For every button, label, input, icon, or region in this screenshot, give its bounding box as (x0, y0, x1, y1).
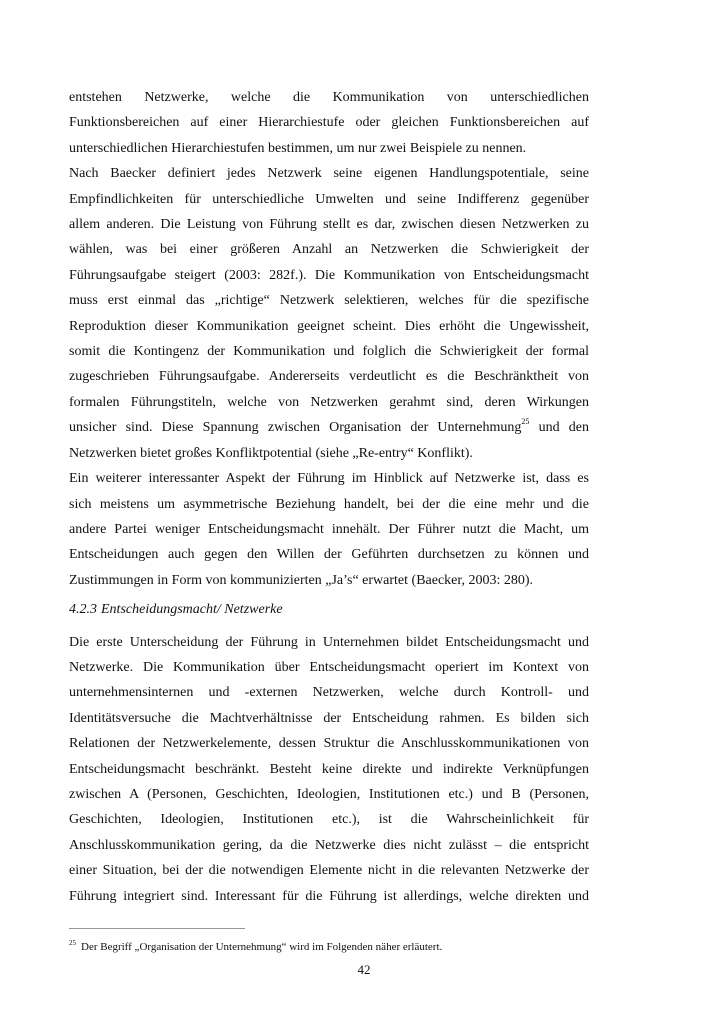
text-line: zugeschrieben Führungsaufgabe. Andererseits verdeutlicht es die Beschränktheit von (69, 369, 589, 385)
body-text (69, 85, 589, 909)
section-number: 4.2.3 (69, 602, 97, 618)
text-line: formalen Führungstiteln, welche von Netzwerken gerahmt sind, deren Wirkungen (69, 394, 589, 410)
text-line: Nach Baecker definiert jedes Netzwerk seine eigenen Handlungspotentiale, seine (69, 166, 589, 182)
text-segment: unsicher sind. Diese Spannung zwischen Organisation der Unternehmung (69, 420, 522, 436)
text-line: Anschlusskommunikation gering, da die Netzwerke dies nicht zulässt – die entspricht (69, 837, 589, 853)
text-line: andere Partei weniger Entscheidungsmacht innehält. Der Führer nutzt die Macht, um (69, 521, 589, 537)
text-line: unterschiedlichen Hierarchiestufen bestimmen, um nur zwei Beispiele zu nennen. (69, 140, 527, 156)
text-line: allem anderen. Die Leistung von Führung stellt es dar, zwischen diesen Netzwerken zu (69, 217, 589, 233)
text-line: Führungsaufgabe steigert (2003: 282f.). Die Kommunikation von Entscheidungsmacht (69, 267, 589, 283)
text-line: Identitätsversuche die Machtverhältnisse der Entscheidung rahmen. Es bilden sich (69, 710, 589, 726)
text-line: Relationen der Netzwerkelemente, dessen Struktur die Anschlusskommunikationen von (69, 736, 589, 752)
paragraph-block-3 (69, 630, 589, 909)
page-number: 42 (357, 962, 371, 977)
footnote-number: 25 (69, 939, 76, 947)
text-line-with-footnote-mark (69, 415, 589, 440)
paragraph-block-2 (69, 466, 589, 593)
paragraph-block-1 (69, 85, 589, 466)
footnote-reference[interactable]: 25 (521, 417, 530, 427)
text-line: Entscheidungsmacht beschränkt. Besteht keine direkte und indirekte Verknüpfungen (69, 761, 589, 777)
text-line: Netzwerke. Die Kommunikation über Entscheidungsmacht operiert im Kontext von (69, 659, 589, 675)
text-line: Funktionsbereichen auf einer Hierarchiestufe oder gleichen Funktionsbereichen auf (69, 115, 589, 131)
footnote-divider (69, 928, 245, 929)
text-line: Empfindlichkeiten für unterschiedliche Umwelten und seine Indifferenz gegenüber (69, 191, 589, 207)
text-line: somit die Kontingenz der Kommunikation und folglich die Schwierigkeit der formal (69, 344, 589, 360)
text-line: einer Situation, bei der die notwendigen Elemente nicht in die relevanten Netzwerke der (69, 863, 589, 879)
text-line: muss erst einmal das „richtige“ Netzwerk selektieren, welches für die spezifische (69, 293, 589, 309)
text-line: Ein weiterer interessanter Aspekt der Führung im Hinblick auf Netzwerke ist, dass es (69, 471, 589, 487)
text-line: Entscheidungen auch gegen den Willen der Geführten durchsetzen zu können und (69, 547, 589, 563)
text-line: Führung integriert sind. Interessant für die Führung ist allerdings, welche direkten und (69, 888, 589, 904)
section-heading (69, 597, 589, 622)
text-line: Geschichten, Ideologien, Institutionen etc.), ist die Wahrscheinlichkeit für (69, 812, 589, 828)
text-line: sich meistens um asymmetrische Beziehung handelt, bei der die eine mehr und die (69, 496, 589, 512)
footnote-text: Der Begriff „Organisation der Unternehmung“ wird im Folgenden näher erläutert. (81, 941, 443, 953)
text-segment: und den (529, 420, 589, 436)
text-line: zwischen A (Personen, Geschichten, Ideologien, Institutionen etc.) und B (Personen, (69, 786, 589, 802)
text-line: entstehen Netzwerke, welche die Kommunikation von unterschiedlichen (69, 90, 589, 105)
footnote (69, 940, 609, 954)
text-line: Reproduktion dieser Kommunikation geeignet scheint. Dies erhöht die Ungewissheit, (69, 318, 589, 334)
text-line: Zustimmungen in Form von kommunizierten „Ja’s“ erwartet (Baecker, 2003: 280). (69, 572, 534, 588)
section-title: Entscheidungsmacht/ Netzwerke (101, 602, 283, 618)
text-line: unternehmensinternen und -externen Netzwerken, welche durch Kontroll- und (69, 685, 589, 701)
text-line: Die erste Unterscheidung der Führung in Unternehmen bildet Entscheidungsmacht und (69, 634, 589, 650)
text-line: wählen, was bei einer größeren Anzahl an Netzwerken die Schwierigkeit der (69, 242, 589, 258)
text-line: Netzwerken bietet großes Konfliktpotential (siehe „Re-entry“ Konflikt). (69, 445, 473, 461)
